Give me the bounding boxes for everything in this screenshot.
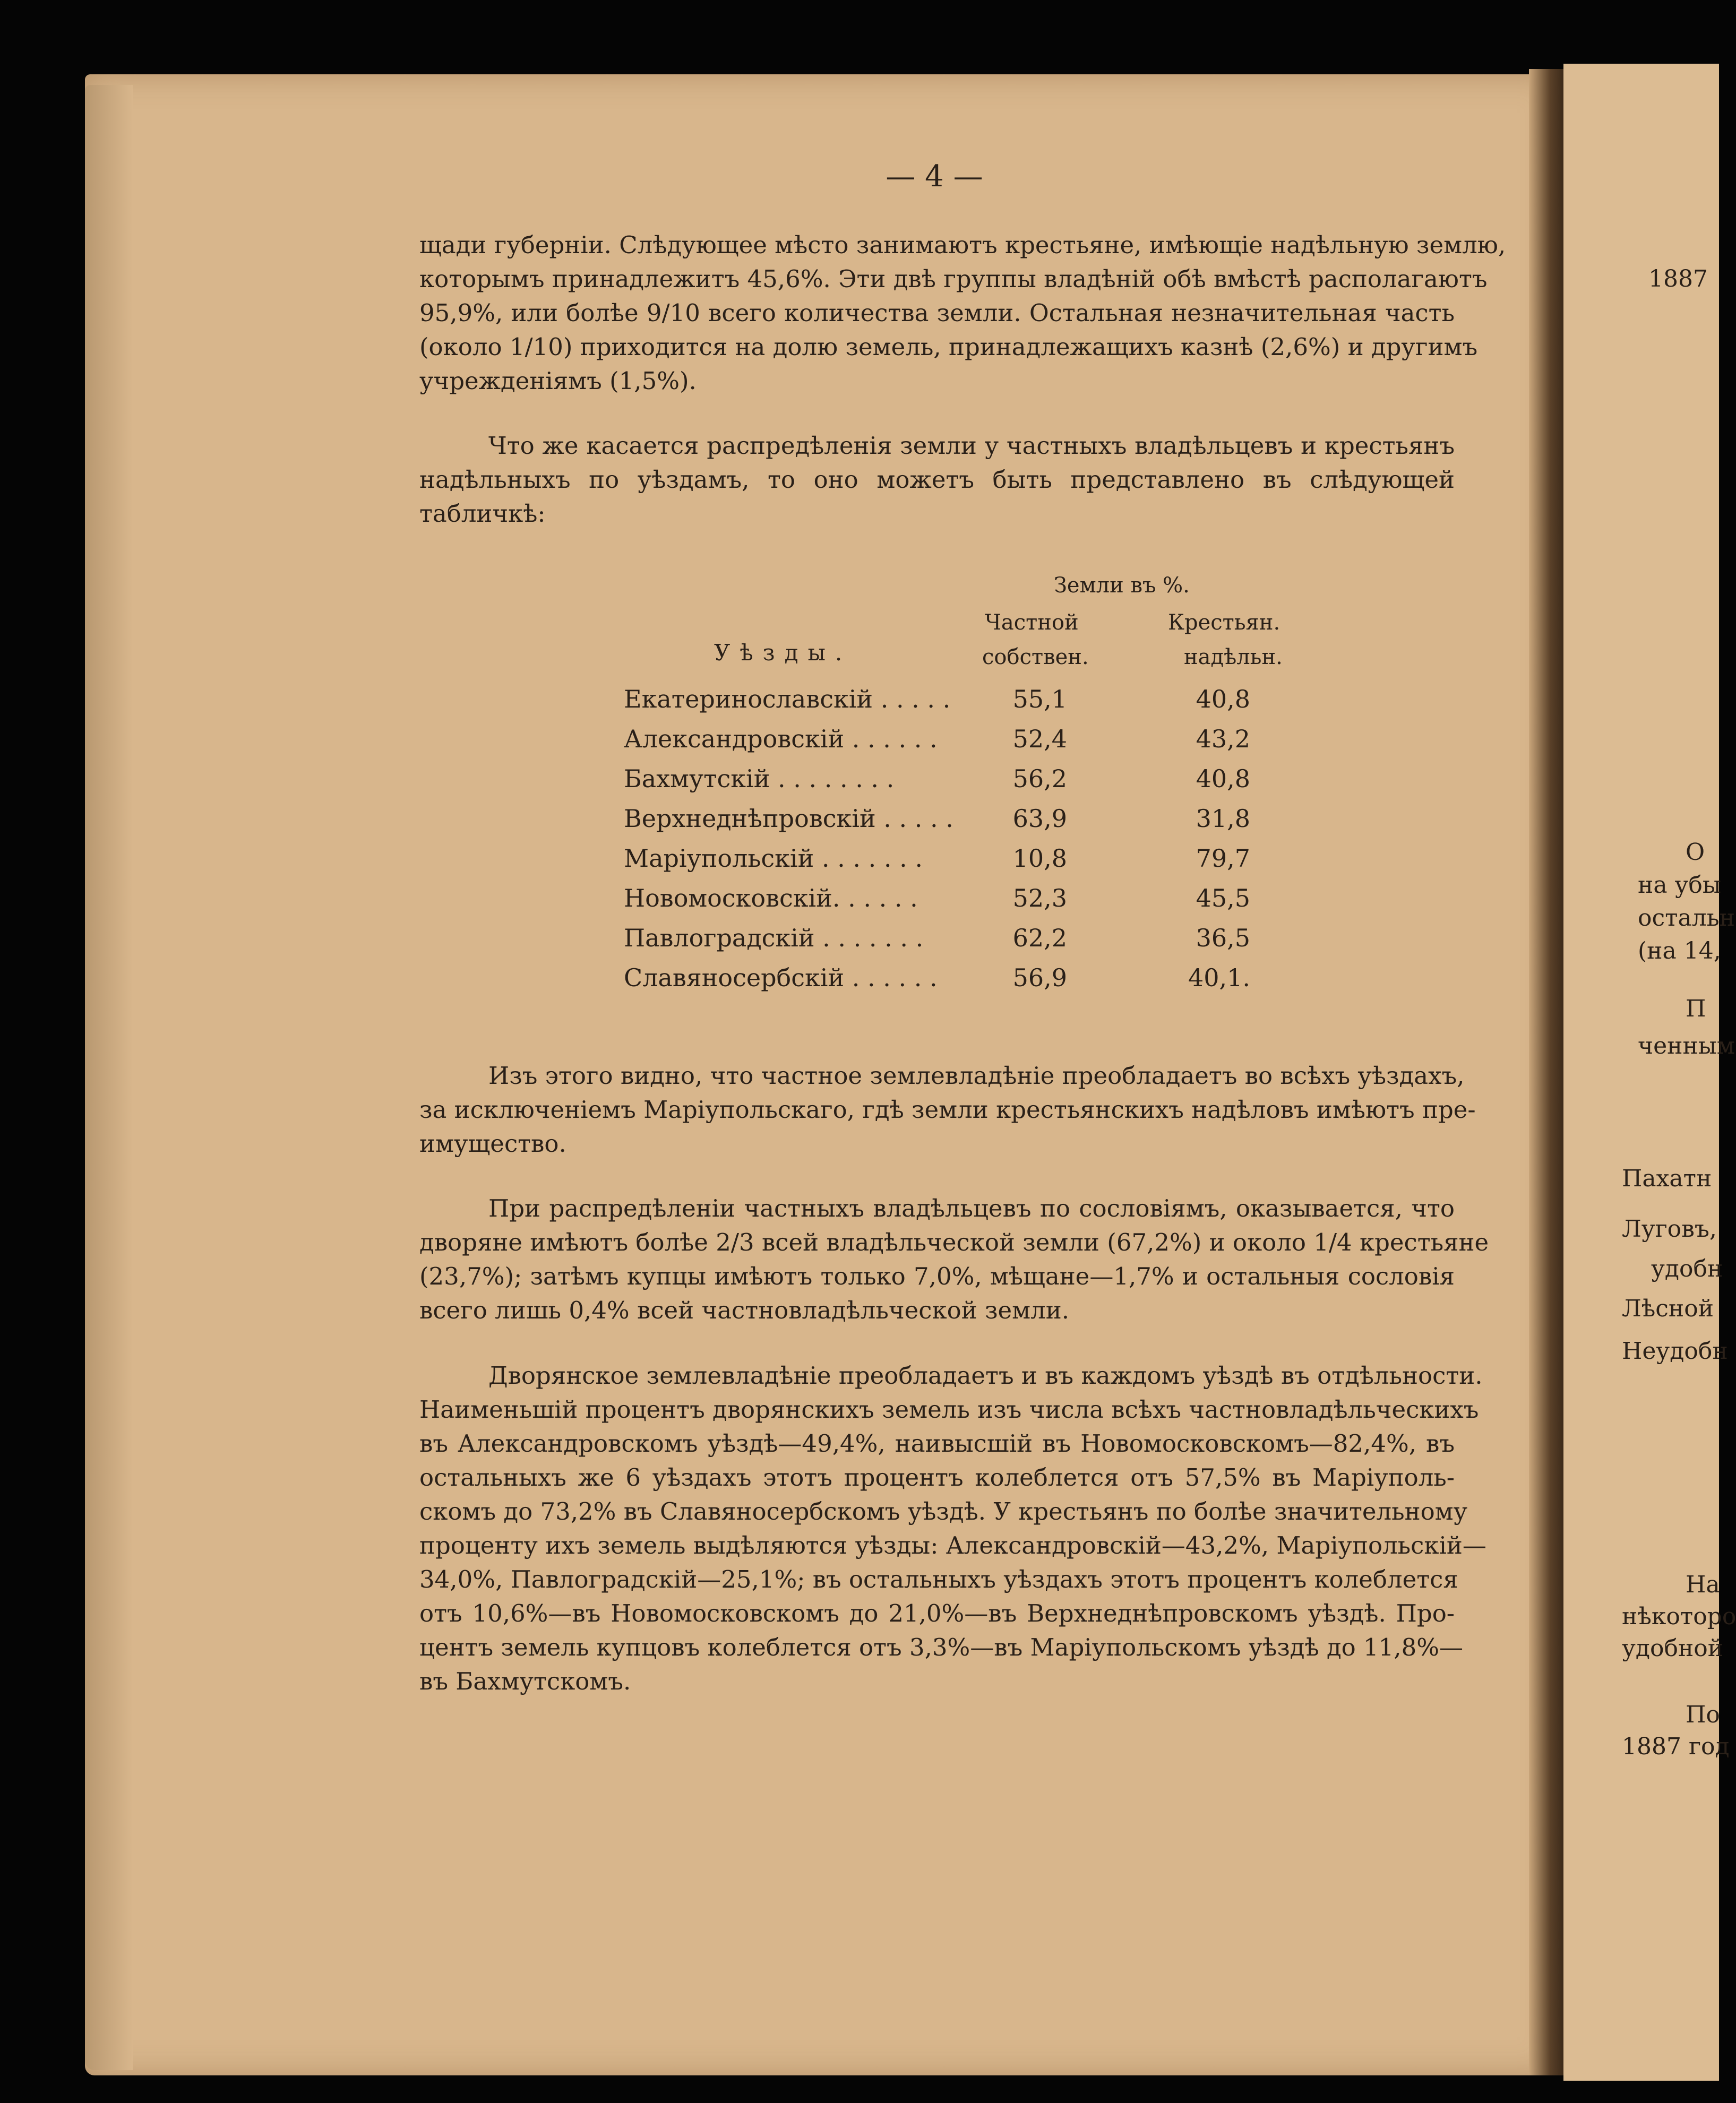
- right-fragment: Неудобн: [1622, 1338, 1728, 1365]
- right-fragment: нѣкоторо: [1622, 1603, 1736, 1630]
- paragraph-estates: [419, 1192, 1489, 1328]
- page-number: — 4 —: [886, 159, 983, 194]
- district-name: Верхнеднѣпровскій . . . . .: [624, 804, 953, 833]
- text-line: Изъ этого видно, что частное землевладѣніе преобладаетъ во всѣхъ уѣздахъ,: [488, 1062, 1465, 1090]
- text-line: имущество.: [419, 1130, 566, 1158]
- paragraph-table-intro: [419, 429, 1455, 531]
- peasant-value: 43,2: [1196, 725, 1250, 753]
- text-line: 34,0%, Павлоградскій—25,1%; въ остальныхъ уѣздахъ этотъ процентъ колеблется: [419, 1565, 1458, 1593]
- table-col-private-1: Частной: [985, 610, 1079, 635]
- text-line: табличкѣ:: [419, 499, 546, 528]
- private-value: 56,9: [1012, 963, 1067, 992]
- right-fragment: Лѣсной: [1622, 1295, 1714, 1322]
- private-value: 52,4: [1012, 725, 1067, 753]
- paragraph-conclusion: [419, 1059, 1476, 1161]
- private-value: 63,9: [1012, 804, 1067, 833]
- peasant-value: 31,8: [1196, 804, 1250, 833]
- text-line: всего лишь 0,4% всей частновладѣльческой земли.: [419, 1296, 1070, 1324]
- right-fragment: 1887: [1648, 265, 1708, 292]
- left-page-edge: [85, 85, 133, 2070]
- text-line: щади губерніи. Слѣдующее мѣсто занимаютъ крестьяне, имѣющіе надѣльную землю,: [419, 231, 1506, 259]
- table-col-district: Уѣзды.: [714, 640, 852, 666]
- peasant-value: 40,1.: [1188, 963, 1250, 992]
- right-fragment: удобн: [1651, 1255, 1723, 1282]
- district-name: Павлоградскій . . . . . . .: [624, 924, 924, 952]
- table-group-header: Земли въ %.: [1054, 573, 1190, 598]
- peasant-value: 40,8: [1196, 685, 1250, 713]
- text-line: При распредѣленіи частныхъ владѣльцевъ по сословіямъ, оказывается, что: [488, 1194, 1455, 1222]
- table-col-peasant-1: Крестьян.: [1168, 610, 1280, 635]
- right-fragment: Луговъ,: [1622, 1216, 1717, 1243]
- district-name: Маріупольскій . . . . . . .: [624, 844, 923, 873]
- intro-paragraph: [419, 228, 1506, 398]
- text-line: отъ 10,6%—въ Новомосковскомъ до 21,0%—въ Верхнеднѣпровскомъ уѣздѣ. Про-: [419, 1599, 1455, 1627]
- text-line: надѣльныхъ по уѣздамъ, то оно можетъ быть представлено въ слѣдующей: [419, 466, 1455, 494]
- text-line: которымъ принадлежитъ 45,6%. Эти двѣ группы владѣній обѣ вмѣстѣ располагаютъ: [419, 265, 1488, 293]
- district-name: Славяносербскій . . . . . .: [624, 963, 938, 992]
- right-fragment: О: [1686, 839, 1705, 866]
- district-name: Александровскій . . . . . .: [624, 725, 938, 753]
- text-line: центъ земель купцовъ колеблется отъ 3,3%—въ Маріупольскомъ уѣздѣ до 11,8%—: [419, 1633, 1464, 1661]
- text-line: учрежденіямъ (1,5%).: [419, 367, 697, 395]
- peasant-value: 45,5: [1196, 884, 1250, 912]
- right-fragment: По: [1686, 1701, 1720, 1728]
- table-col-private-2: собствен.: [982, 645, 1089, 669]
- private-value: 62,2: [1012, 924, 1067, 952]
- right-fragment: 1887 год: [1622, 1733, 1730, 1760]
- text-line: (около 1/10) приходится на долю земель, принадлежащихъ казнѣ (2,6%) и другимъ: [419, 333, 1478, 361]
- text-line: Что же касается распредѣленія земли у частныхъ владѣльцевъ и крестьянъ: [488, 432, 1455, 460]
- peasant-value: 79,7: [1196, 844, 1250, 873]
- text-line: за исключеніемъ Маріупольскаго, гдѣ земли крестьянскихъ надѣловъ имѣютъ пре-: [419, 1096, 1476, 1124]
- district-name: Бахмутскій . . . . . . . .: [624, 764, 895, 793]
- text-line: Наименьшій процентъ дворянскихъ земель изъ числа всѣхъ частновладѣльческихъ: [419, 1395, 1479, 1424]
- text-line: остальныхъ же 6 уѣздахъ этотъ процентъ колеблется отъ 57,5% въ Маріуполь-: [419, 1463, 1455, 1492]
- text-line: въ Александровскомъ уѣздѣ—49,4%, наивысшій въ Новомосковскомъ—82,4%, въ: [419, 1429, 1455, 1458]
- text-line: Дворянское землевладѣніе преобладаетъ и въ каждомъ уѣздѣ въ отдѣльности.: [488, 1361, 1483, 1390]
- text-line: дворяне имѣютъ болѣе 2/3 всей владѣльческой земли (67,2%) и около 1/4 крестьяне: [419, 1228, 1489, 1256]
- text-line: 95,9%, или болѣе 9/10 всего количества земли. Остальная незначительная часть: [419, 299, 1455, 327]
- paragraph-nobility: [419, 1359, 1486, 1699]
- right-page: [1563, 64, 1736, 2081]
- right-fragment: удобной: [1622, 1635, 1724, 1662]
- right-fragment: (на 14,: [1638, 937, 1721, 964]
- peasant-value: 40,8: [1196, 764, 1250, 793]
- private-value: 56,2: [1012, 764, 1067, 793]
- text-line: (23,7%); затѣмъ купцы имѣютъ только 7,0%, мѣщане—1,7% и остальныя сословія: [419, 1262, 1455, 1290]
- private-value: 55,1: [1012, 685, 1067, 713]
- private-value: 52,3: [1012, 884, 1067, 912]
- text-line: въ Бахмутскомъ.: [419, 1667, 631, 1695]
- peasant-value: 36,5: [1196, 924, 1250, 952]
- right-fragment: остальн: [1638, 904, 1735, 932]
- district-name: Екатеринославскій . . . . .: [624, 685, 951, 713]
- right-fragment: ченным: [1638, 1032, 1735, 1059]
- district-name: Новомосковскій. . . . . .: [624, 884, 918, 912]
- text-line: скомъ до 73,2% въ Славяносербскомъ уѣздѣ. У крестьянъ по болѣе значительному: [419, 1497, 1468, 1525]
- right-fragment: На: [1686, 1571, 1720, 1598]
- private-value: 10,8: [1012, 844, 1067, 873]
- right-fragment: П: [1686, 995, 1706, 1022]
- table-col-peasant-2: надѣльн.: [1184, 645, 1283, 669]
- right-fragment: на убы: [1638, 872, 1721, 899]
- text-line: проценту ихъ земель выдѣляются уѣзды: Александровскій—43,2%, Маріупольскій—: [419, 1531, 1486, 1559]
- right-fragment: Пахатн: [1622, 1165, 1712, 1192]
